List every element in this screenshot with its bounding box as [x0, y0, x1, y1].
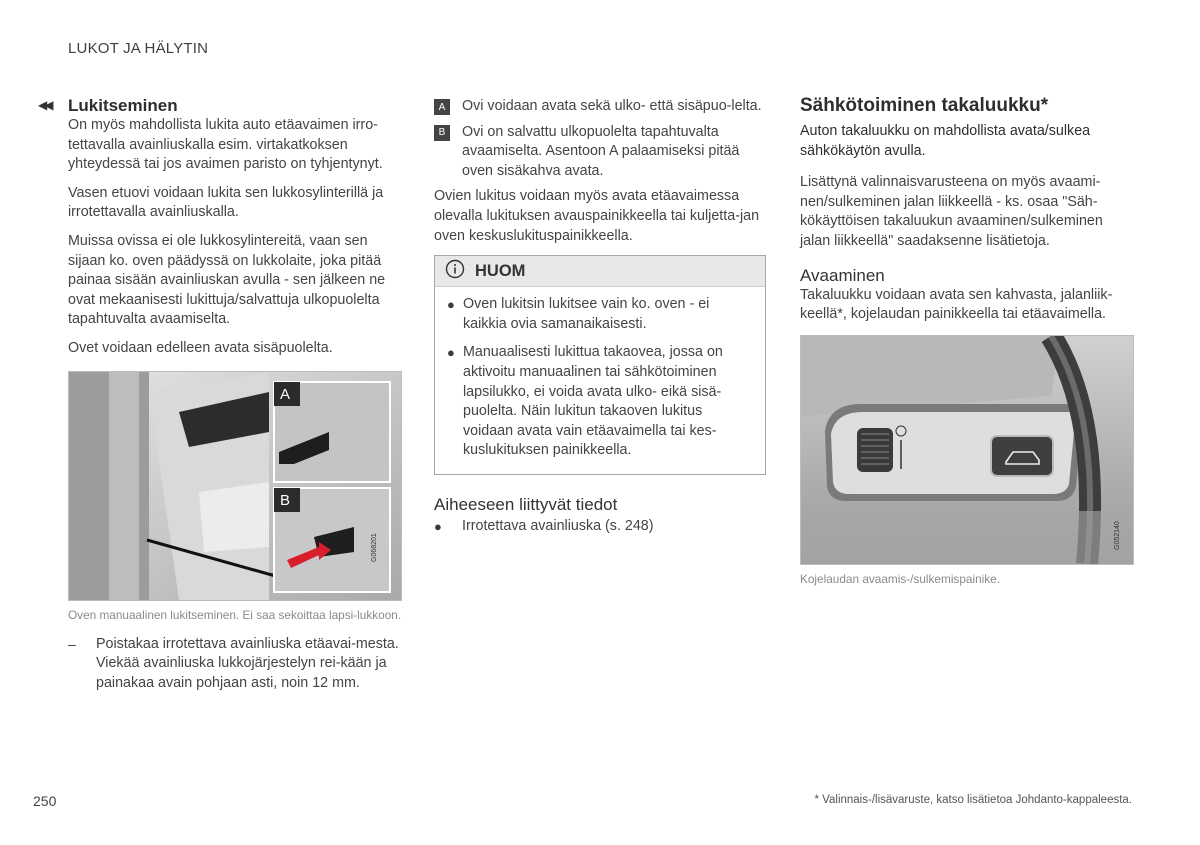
note-bullet-text: Manuaalisesti lukittua takaovea, jossa on aktivoitu manuaalinen tai sähkötoiminen lapsilukko, ei voida avata ulko- eikä sisä-puolelta. Näin lukitun takaoven lukitus voidaan avata vain etäavaimella tai kes-kuslukituksen painikkeella. [463, 344, 723, 459]
intro-paragraph: Auton takaluukku on mahdollista avata/sulkea sähkökäytön avulla. [800, 123, 1091, 159]
lettered-item-a [434, 97, 766, 117]
section-header: LUKOT JA HÄLYTIN [68, 40, 209, 57]
door-lock-figure [68, 371, 402, 601]
related-heading: Aiheeseen liittyvät tiedot [434, 494, 618, 514]
subheading-avaaminen: Avaaminen [800, 265, 885, 285]
figure-caption: Oven manuaalinen lukitseminen. Ei saa sekoittaa lapsi-lukkoon. [68, 607, 402, 622]
paragraph: Ovet voidaan edelleen avata sisäpuolelta. [68, 339, 333, 356]
note-box [434, 255, 766, 475]
figure-label-a: A [280, 385, 291, 403]
note-title: HUOM [475, 261, 526, 280]
door-lock-illustration [69, 372, 401, 600]
figure-code: G068201 [371, 532, 378, 562]
footnote: * Valinnais-/lisävaruste, katso lisätietoa Johdanto-kappaleesta. [814, 794, 1132, 806]
paragraph: Vasen etuovi voidaan lukita sen lukkosylinterillä ja irrotettavalla avainliuskalla. [68, 184, 384, 221]
related-item[interactable] [434, 517, 766, 537]
step-text: Poistakaa irrotettava avainliuska etäavai-mesta. Viekää avainliuska lukkojärjestelyn rei-kään ja painakaa avain pohjaan asti, noin 12 mm. [96, 635, 399, 691]
paragraph: Muissa ovissa ei ole lukkosylintereitä, vaan sen sijaan ko. oven päädyssä on lukkolaite, joka pitää painaa sisään avainliuskan avulla - sen jälkeen ne ovat mekaanisesti lukittuja/salvattuja ulkopuolelta tapahtuvalta avaamiselta. [68, 232, 386, 328]
lettered-item-text: Ovi on salvattu ulkopuolelta tapahtuvalta avaamiselta. Asentoon A palaamiseksi pitää oven sisäkahva avata. [462, 123, 740, 179]
note-bullet-text: Oven lukitsin lukitsee vain ko. oven - ei kaikkia ovia samanaikaisesti. [463, 296, 710, 332]
column-1 [68, 96, 402, 693]
figure-label-b: B [280, 491, 291, 509]
bullet-dot: ● [447, 297, 455, 313]
info-icon [445, 259, 465, 284]
page-number: 250 [33, 793, 57, 809]
paragraph: On myös mahdollista lukita auto etäavaimen irro-tettavalla avainliuskalla esim. virtakatkoksen yhteydessä tai jos avaimen paristo on tyhjentynyt. [68, 117, 383, 173]
section-heading-lukitseminen: Lukitseminen [68, 96, 178, 115]
step-item [68, 635, 402, 694]
paragraph: Takaluukku voidaan avata sen kahvasta, jalanliik-keellä*, kojelaudan painikkeella tai etäavaimella. [800, 286, 1113, 323]
bullet-dot: ● [434, 518, 442, 534]
lettered-item-b [434, 123, 766, 182]
lettered-item-text: Ovi voidaan avata sekä ulko- että sisäpuo-lelta. [462, 98, 762, 114]
related-link[interactable]: Irrotettava avainliuska (s. 248) [462, 517, 654, 534]
figure-caption: Kojelaudan avaamis-/sulkemispainike. [800, 571, 1000, 586]
paragraph: Lisättynä valinnaisvarusteena on myös avaami-nen/sulkeminen jalan liikkeellä - ks. osaa "Säh-kökäyttöisen takaluukun avaaminen/sulkeminen jalan liikkeellä" saadaksenne lisätietoja. [800, 174, 1103, 249]
note-bullet [435, 343, 751, 461]
letter-box-a: A [434, 99, 450, 115]
paragraph: Ovien lukitus voidaan myös avata etäavaimessa olevalla lukituksen avauspainikkeella tai kuljetta-jan oven keskuslukituspainikkeella. [434, 188, 760, 244]
note-header [435, 256, 765, 287]
note-bullet [435, 295, 751, 334]
dash-marker: – [68, 635, 76, 652]
column-3 [800, 96, 1134, 587]
section-heading-takaluukku: Sähkötoiminen takaluukku* [800, 95, 1049, 116]
figure-code: G052140 [1114, 520, 1121, 550]
dashboard-button-illustration [801, 336, 1133, 564]
bullet-dot: ● [447, 345, 455, 361]
letter-box-b: B [434, 125, 450, 141]
column-2 [434, 97, 766, 546]
double-left-triangle-icon[interactable]: ◀◀ [38, 98, 51, 112]
tailgate-button-figure [800, 335, 1134, 565]
